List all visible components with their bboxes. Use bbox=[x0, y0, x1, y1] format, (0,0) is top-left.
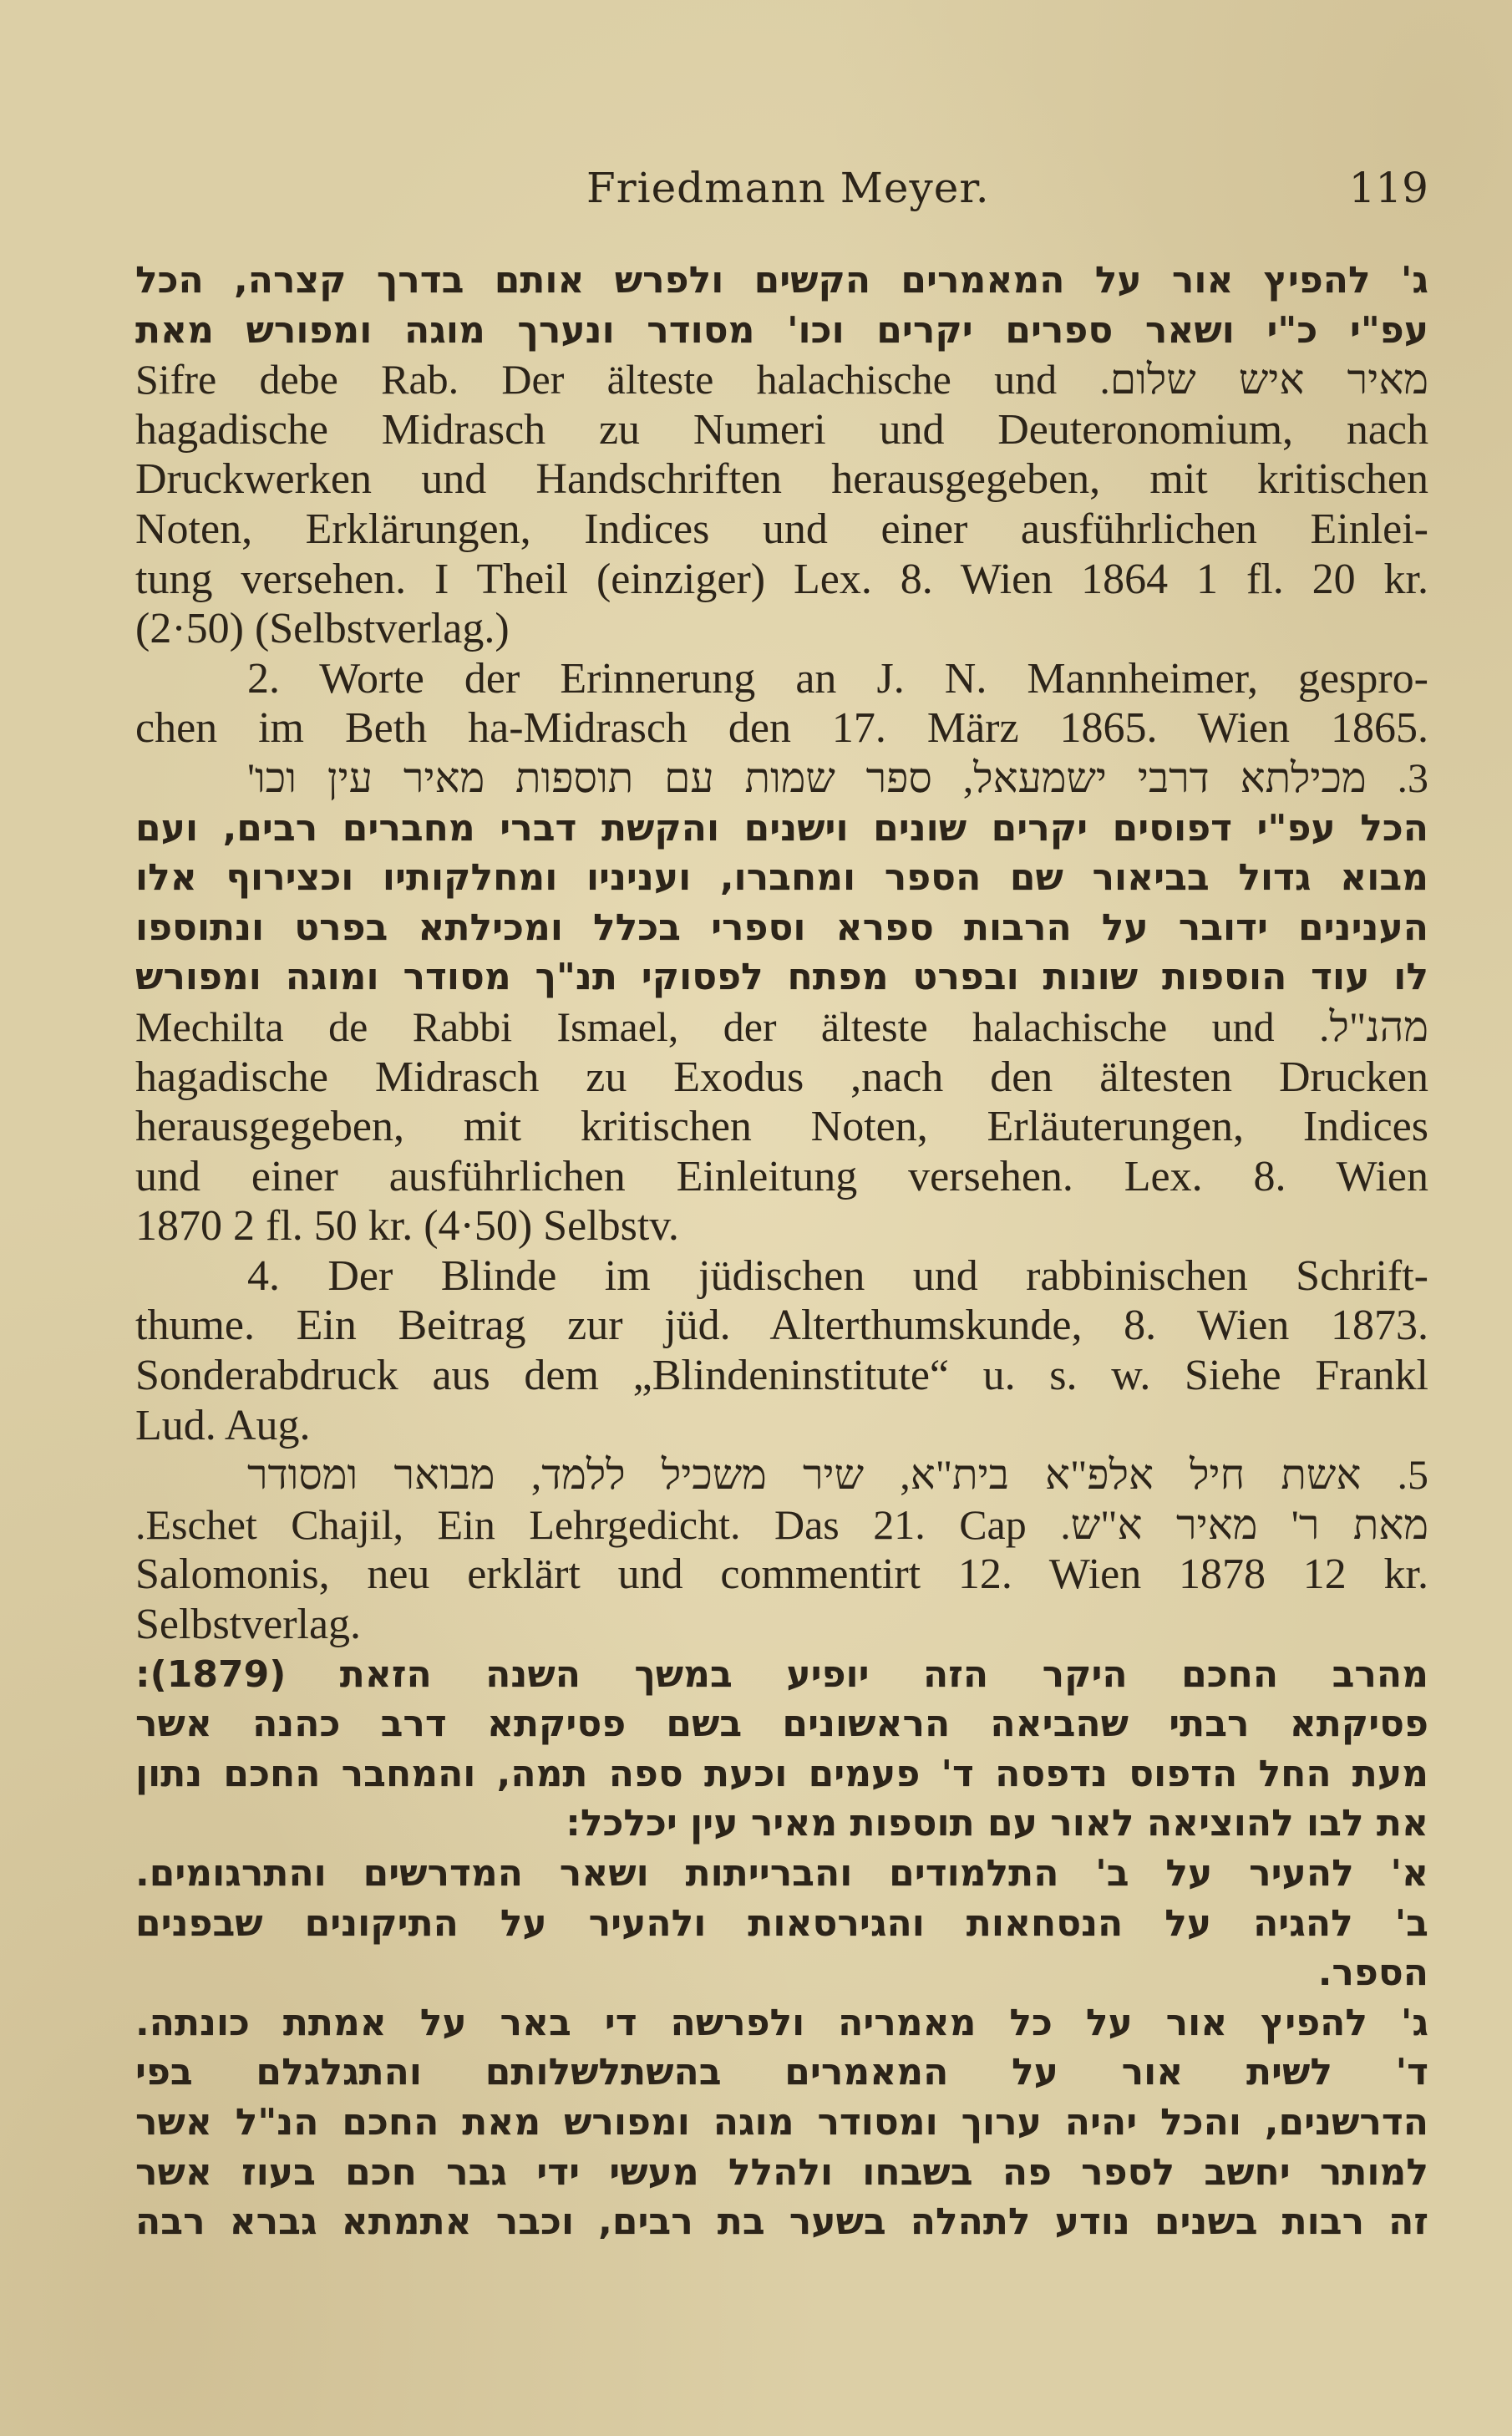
text-line: עפ"י כ"י ושאר ספרים יקרים וכו' מסודר ונערך מוגה ומפורש מאת bbox=[135, 308, 1428, 352]
text-line: הכל עפ"י דפוסים יקרים שונים וישנים והקשת דברי מחברים רבים, ועם bbox=[135, 806, 1428, 850]
text-line: thume. Ein Beitrag zur jüd. Alterthumskunde, 8. Wien 1873. bbox=[135, 1302, 1428, 1350]
text-line: למותר יחשב לספר פה בשבחו ולהלל מעשי ידי גבר חכם בעוז אשר bbox=[135, 2150, 1428, 2194]
text-line: מהנ"ל. Mechilta de Rabbi Ismael, der älteste halachische und bbox=[135, 1002, 1428, 1050]
text-line: herausgegeben, mit kritischen Noten, Erläuterungen, Indices bbox=[135, 1103, 1428, 1151]
text-line: מאת ר' מאיר א"ש. Eschet Chajil, Ein Lehrgedicht. Das 21. Cap. bbox=[135, 1500, 1428, 1548]
text-line: und einer ausführlichen Einleitung versehen. Lex. 8. Wien bbox=[135, 1152, 1428, 1200]
text-line: Salomonis, neu erklärt und commentirt 12. Wien 1878 12 kr. bbox=[135, 1550, 1428, 1599]
text-line: hagadische Midrasch zu Numeri und Deuteronomium, nach bbox=[135, 405, 1428, 454]
text-line: ב' להגיה על הנסחאות והגירסאות ולהעיר על התיקונים שבפנים bbox=[135, 1901, 1428, 1945]
text-line: Druckwerken und Handschriften herausgegeben, mit kritischen bbox=[135, 455, 1428, 504]
text-line: מעת החל הדפוס נדפסה ד' פעמים וכעת ספה תמה, והמחבר החכם נתון bbox=[135, 1752, 1428, 1795]
page-header bbox=[135, 164, 1428, 214]
text-line: hagadische Midrasch zu Exodus ,nach den ältesten Drucken bbox=[135, 1053, 1428, 1101]
page-number: 119 bbox=[1348, 164, 1428, 212]
text-line: Noten, Erklärungen, Indices und einer ausführlichen Einlei- bbox=[135, 505, 1428, 553]
text-line: פסיקתא רבתי שהביאה הראשונים בשם פסיקתא דרב כהנה אשר bbox=[135, 1703, 1428, 1746]
text-line: 5. אשת חיל אלפ"א בית"א, שיר משכיל ללמד, מבואר ומסודר bbox=[247, 1451, 1428, 1499]
text-line: 4. Der Blinde im jüdischen und rabbinischen Schrift- bbox=[247, 1251, 1428, 1300]
text-line: זה רבות בשנים נודע לתהלה בשער בת רבים, וכבר אתמתא גברא רבה bbox=[135, 2200, 1428, 2244]
text-line: Selbstverlag. bbox=[135, 1601, 362, 1649]
text-line: את לבו להוציאה לאור עם תוספות מאיר עין יכלכל: bbox=[566, 1802, 1428, 1845]
body-text bbox=[135, 256, 1428, 2247]
text-line: 3. מכילתא דרבי ישמעאל, ספר שמות עם תוספות מאיר עין וכו' bbox=[247, 754, 1428, 801]
text-line: Sonderabdruck aus dem „Blindeninstitute“ u. s. w. Siehe Frankl bbox=[135, 1352, 1428, 1400]
text-line: ג' להפיץ אור על המאמרים הקשים ולפרש אותם בדרך קצרה, הכל bbox=[135, 259, 1428, 302]
text-line: לו עוד הוספות שונות ובפרט מפתח לפסוקי תנ"ך מסודר ומוגה ומפורש bbox=[135, 956, 1428, 999]
running-title: Friedmann Meyer. bbox=[586, 164, 990, 212]
text-line: הדרשנים, והכל יהיה ערוך ומסודר מוגה ומפורש מאת החכם הנ"ל אשר bbox=[135, 2100, 1428, 2144]
text-line: 1870 2 fl. 50 kr. (4·50) Selbstv. bbox=[135, 1202, 679, 1251]
text-line: Lud. Aug. bbox=[135, 1401, 311, 1449]
text-line: מאיר איש שלום. Sifre debe Rab. Der älteste halachische und bbox=[135, 356, 1428, 403]
text-line: מהרב החכם היקר הזה יופיע במשך השנה הזאת (1879): bbox=[135, 1652, 1428, 1696]
text-line: א' להעיר על ב' התלמודים והברייתות ושאר המדרשים והתרגומים. bbox=[135, 1852, 1428, 1895]
text-line: tung versehen. I Theil (einziger) Lex. 8. Wien 1864 1 fl. 20 kr. bbox=[135, 555, 1428, 603]
text-line: ד' לשית אור על המאמרים בהשתלשלותם והתגלגלם בפי bbox=[135, 2051, 1428, 2094]
text-line: (2·50) (Selbstverlag.) bbox=[135, 605, 510, 653]
text-line: ג' להפיץ אור על כל מאמריה ולפרשה די באר על אמתת כונתה. bbox=[135, 2001, 1428, 2044]
text-line: הספר. bbox=[1317, 1951, 1428, 1995]
text-line: chen im Beth ha-Midrasch den 17. März 1865. Wien 1865. bbox=[135, 704, 1428, 753]
text-line: מבוא גדול בביאור שם הספר ומחברו, ועניניו ומחלקותיו וכצירוף אלו bbox=[135, 856, 1428, 900]
text-line: 2. Worte der Erinnerung an J. N. Mannheimer, gespro- bbox=[247, 654, 1428, 703]
text-line: הענינים ידובר על הרבות ספרא וספרי בכלל ומכילתא בפרט ונתוספו bbox=[135, 906, 1428, 949]
